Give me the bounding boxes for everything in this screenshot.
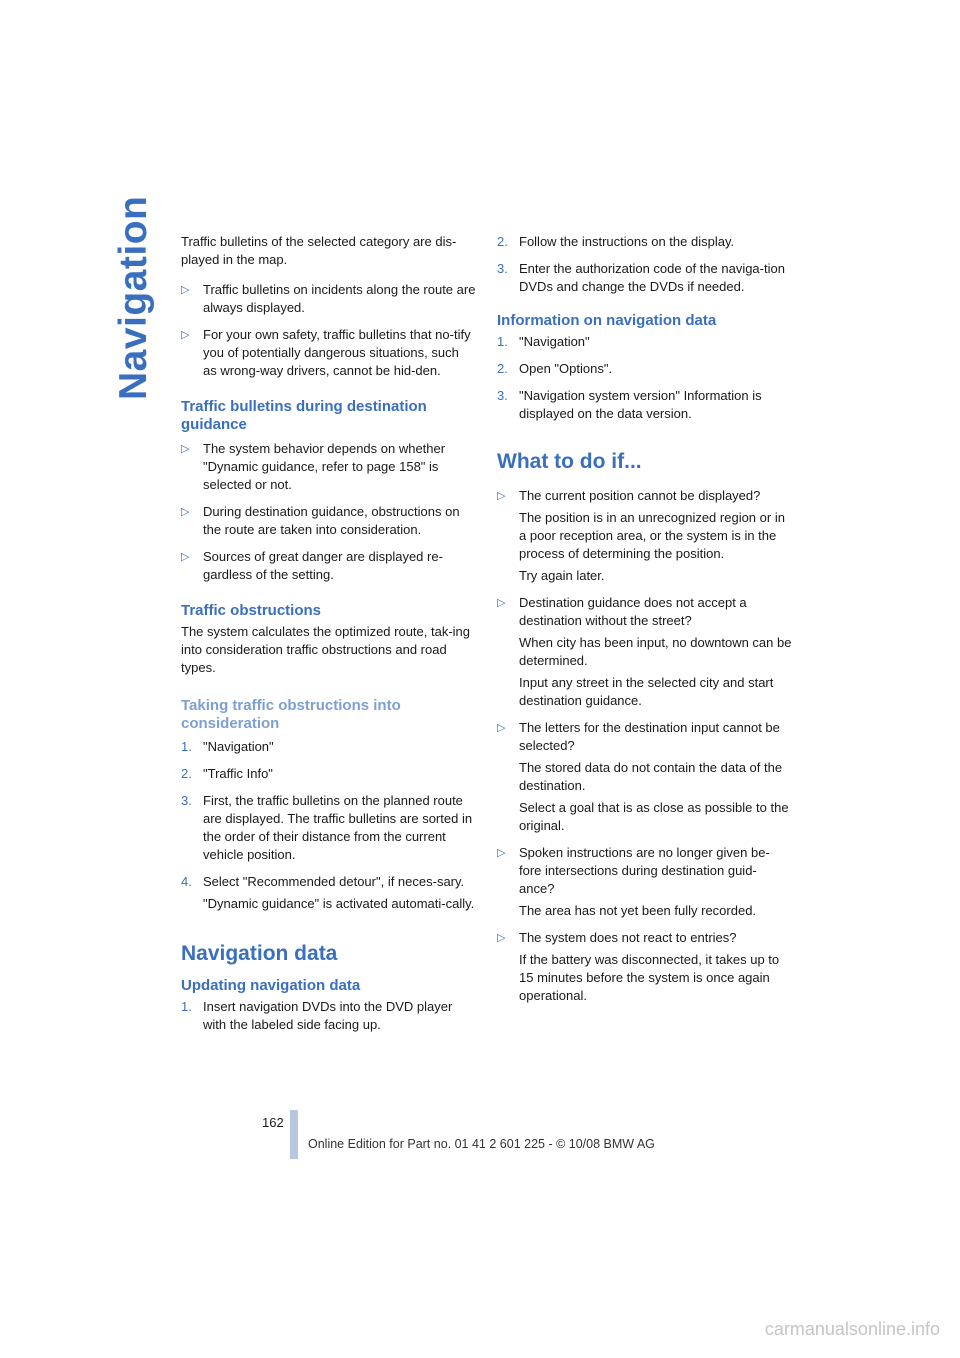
section-heading: Updating navigation data — [181, 977, 361, 994]
triangle-bullet-icon: ▷ — [181, 284, 190, 296]
triangle-bullet-icon: ▷ — [497, 597, 506, 609]
triangle-bullet-icon: ▷ — [497, 722, 506, 734]
edition-notice: Online Edition for Part no. 01 41 2 601 225 - © 10/08 BMW AG — [308, 1137, 655, 1151]
list-item: ▷ The current position cannot be displayed? The position is in an unrecognized region or in a poor reception area, or the system is in the process of determining the position. Try again later. — [497, 488, 785, 583]
watermark: carmanualsonline.info — [764, 1319, 940, 1339]
list-item: ▷ Traffic bulletins on incidents along the route are always displayed. — [181, 282, 476, 315]
subsection-heading: Taking traffic obstructions into consideration — [181, 697, 401, 732]
list-item: 2. Open "Options". — [497, 361, 613, 376]
list-item: 1. "Navigation" — [497, 334, 590, 349]
right-column — [497, 233, 792, 1014]
page-number: 162 — [262, 1115, 284, 1130]
list-item: 3. First, the traffic bulletins on the planned route are displayed. The traffic bulletins are sorted in the order of their distance from the current vehicle position. — [181, 793, 473, 862]
triangle-bullet-icon: ▷ — [497, 490, 506, 502]
triangle-bullet-icon: ▷ — [497, 847, 506, 859]
list-item: ▷ Destination guidance does not accept a destination without the street? When city has been input, no downtown can be determined. Input any street in the selected city and start destination guidance. — [497, 595, 792, 708]
list-item: ▷ For your own safety, traffic bulletins that no-tify you of potentially dangerous situations, such as wrong-way drivers, cannot be hid-den. — [181, 327, 471, 378]
list-item: 1. "Navigation" — [181, 739, 274, 754]
section-heading: Information on navigation data — [497, 312, 717, 329]
triangle-bullet-icon: ▷ — [497, 932, 506, 944]
chapter-heading: What to do if... — [497, 450, 642, 473]
list-item: 2. "Traffic Info" — [181, 766, 273, 781]
triangle-bullet-icon: ▷ — [181, 443, 190, 455]
obstructions-paragraph: The system calculates the optimized route, tak-ing into consideration traffic obstructions and road types. — [181, 624, 471, 675]
chapter-heading: Navigation data — [181, 942, 338, 965]
list-item: ▷ The system behavior depends on whether "Dynamic guidance, refer to page 158" is selected or not. — [181, 441, 446, 492]
list-item: 3. "Navigation system version" Information is displayed on the data version. — [497, 388, 762, 421]
section-heading: Traffic obstructions — [181, 602, 322, 619]
list-item: ▷ Sources of great danger are displayed re-gardless of the setting. — [181, 549, 443, 582]
list-item: 1. Insert navigation DVDs into the DVD player with the labeled side facing up. — [181, 999, 453, 1032]
list-item: ▷ The letters for the destination input cannot be selected? The stored data do not contain the data of the destination. Select a goal that is as close as possible to the original. — [497, 720, 789, 833]
intro-paragraph: Traffic bulletins of the selected category are dis-played in the map. — [181, 234, 457, 267]
triangle-bullet-icon: ▷ — [181, 551, 190, 563]
chapter-side-title: Navigation — [112, 195, 155, 400]
footer-accent-bar — [290, 1110, 298, 1159]
list-item: ▷ During destination guidance, obstructions on the route are taken into consideration. — [181, 504, 460, 537]
list-item: 2. Follow the instructions on the display. — [497, 234, 735, 249]
triangle-bullet-icon: ▷ — [181, 506, 190, 518]
triangle-bullet-icon: ▷ — [181, 329, 190, 341]
section-heading: Traffic bulletins during destination guidance — [181, 398, 427, 433]
list-item: ▷ The system does not react to entries? If the battery was disconnected, it takes up to 15 minutes before the system is once again operational. — [497, 930, 780, 1003]
list-item: 4. Select "Recommended detour", if neces-sary. "Dynamic guidance" is activated automati-cally. — [181, 874, 475, 911]
list-item: ▷ Spoken instructions are no longer given be-fore intersections during destination guid-ance? The area has not yet been fully recorded. — [497, 845, 770, 918]
left-column — [181, 233, 476, 1043]
list-item: 3. Enter the authorization code of the naviga-tion DVDs and change the DVDs if needed. — [497, 261, 785, 294]
